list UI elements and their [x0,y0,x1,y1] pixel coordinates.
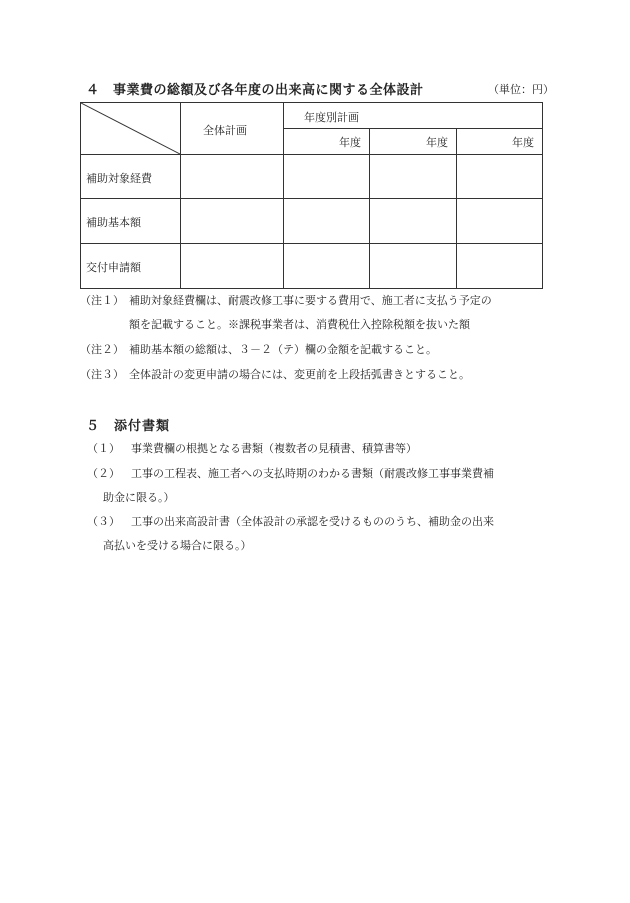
table-hline [283,128,542,129]
attachment-1-label: （１） [87,442,120,455]
attachment-3-line-2: 高払いを受ける場合に限る。） [103,539,252,552]
header-year-3: 年度 [512,136,534,149]
note-1-line-1: 補助対象経費欄は、耐震改修工事に要する費用で、施工者に支払う予定の [129,294,492,307]
table-vline [369,128,370,288]
header-year-1: 年度 [339,136,361,149]
note-1-label: （注１） [80,294,124,307]
section5-heading: ５ 添付書類 [86,419,171,434]
table-vline [180,103,181,288]
note-3-label: （注３） [80,368,124,381]
attachment-1-line-1: 事業費欄の根拠となる書類（複数者の見積書、積算書等） [131,442,417,455]
row-label-application-amount: 交付申請額 [86,261,141,274]
attachment-3-line-1: 工事の出来高設計書（全体設計の承認を受けるもののうち、補助金の出来 [131,515,494,528]
row-label-subsidy-base: 補助基本額 [86,216,141,229]
header-year-2: 年度 [426,136,448,149]
note-1-line-2: 額を記載すること。※課税事業者は、消費税仕入控除税額を抜いた額 [129,318,470,331]
header-yearly-plan: 年度別計画 [304,111,359,124]
budget-table [80,102,543,289]
attachment-2-label: （２） [87,467,120,480]
table-vline [456,128,457,288]
corner-diagonal [81,103,180,154]
note-2-label: （注２） [80,343,124,356]
table-hline [81,198,542,199]
note-3-line-1: 全体設計の変更申請の場合には、変更前を上段括弧書きとすること。 [129,368,470,381]
note-2-line-1: 補助基本額の総額は、３－２（テ）欄の金額を記載すること。 [129,343,437,356]
unit-label: （単位：円） [488,83,554,96]
table-hline [81,154,542,155]
table-vline [283,103,284,288]
row-label-subsidy-cost: 補助対象経費 [86,172,152,185]
section4-heading: ４ 事業費の総額及び各年度の出来高に関する全体設計 [86,83,424,98]
header-total-plan: 全体計画 [203,124,247,137]
table-hline [81,243,542,244]
attachment-3-label: （３） [87,515,120,528]
attachment-2-line-1: 工事の工程表、施工者への支払時期のわかる書類（耐震改修工事事業費補 [131,467,494,480]
attachment-2-line-2: 助金に限る。） [103,491,175,504]
